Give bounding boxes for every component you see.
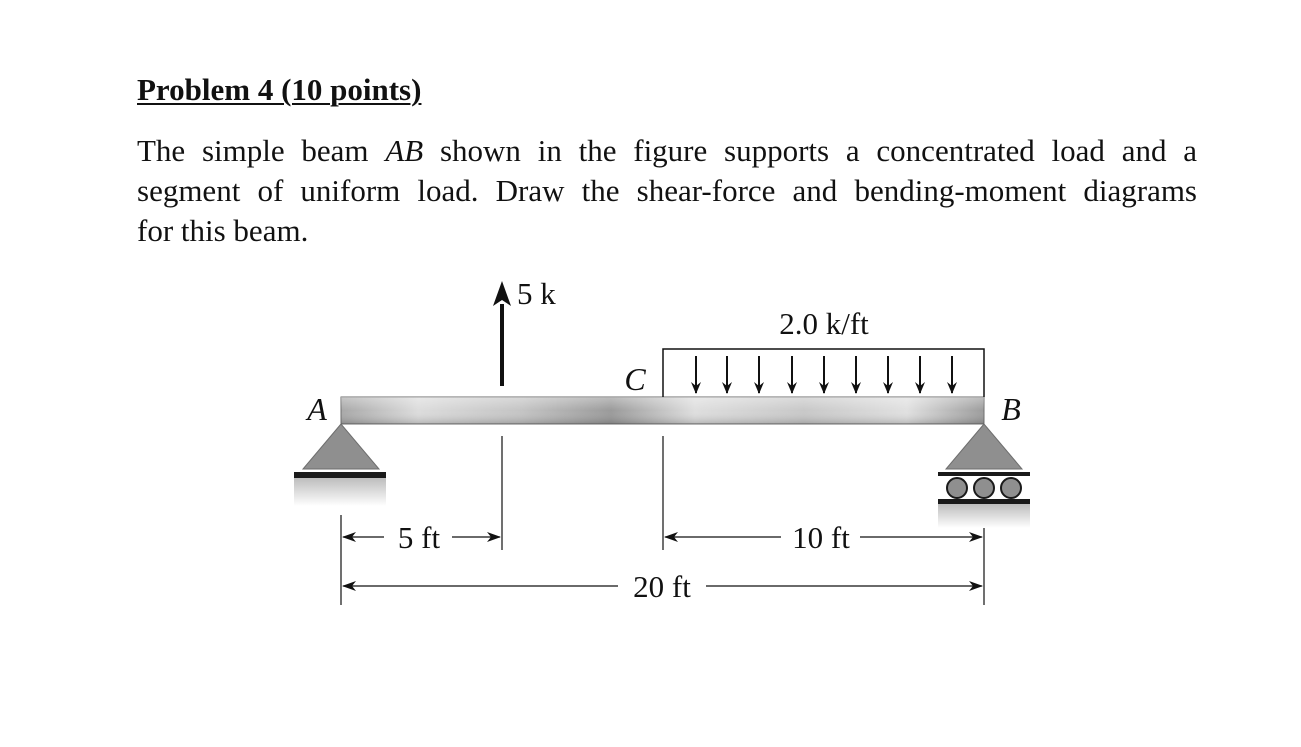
beam-name: AB <box>385 133 424 168</box>
concentrated-load-label: 5 k <box>517 276 556 311</box>
statement-line-1-start: The simple beam <box>137 133 386 168</box>
dimension-5ft-label: 5 ft <box>397 520 441 555</box>
concentrated-load-arrow <box>493 281 511 386</box>
roller-icon <box>974 478 994 498</box>
statement-line-2: segment of uniform load. Draw the shear-force and bending-moment diagrams <box>137 173 1197 208</box>
label-b: B <box>1001 391 1021 427</box>
label-a: A <box>307 391 327 427</box>
roller-icon <box>947 478 967 498</box>
beam <box>341 397 984 424</box>
label-c: C <box>624 361 646 397</box>
roller-icon <box>1001 478 1021 498</box>
pin-support-a <box>294 424 386 506</box>
dimension-10ft-label: 10 ft <box>792 520 850 555</box>
distributed-load <box>663 349 984 397</box>
problem-heading: Problem 4 (10 points) <box>137 72 422 107</box>
statement-line-1-end: shown in the figure supports a concentrated load and a <box>423 133 1197 168</box>
distributed-load-label: 2.0 k/ft <box>779 306 869 341</box>
dimension-20ft-label: 20 ft <box>633 569 691 604</box>
statement-line-3: for this beam. <box>137 213 309 248</box>
roller-support-b <box>938 424 1030 528</box>
